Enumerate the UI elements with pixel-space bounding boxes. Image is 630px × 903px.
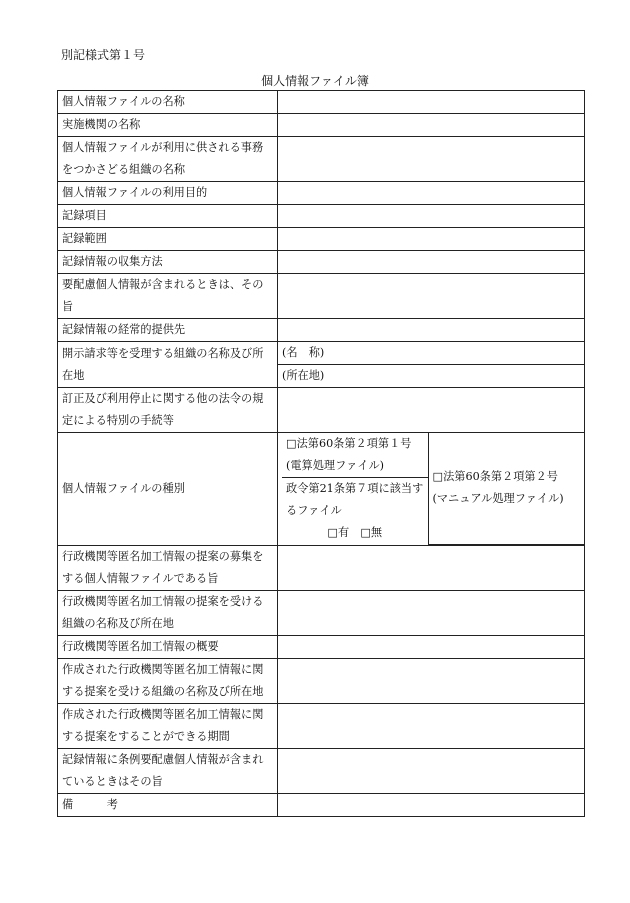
table-row <box>58 545 585 590</box>
row-label: 記録項目 <box>58 205 278 228</box>
form-title: 個人情報ファイル簿 <box>261 74 369 88</box>
disclosure-name-field: (名 称) <box>278 342 585 365</box>
row-value <box>278 137 585 182</box>
row-value <box>278 545 585 590</box>
option-computer-checkbox[interactable]: □法第60条第２項第１号 <box>286 437 412 450</box>
table-row <box>58 748 585 793</box>
row-value <box>278 114 585 137</box>
table-row <box>58 274 585 319</box>
row-label: 作成された行政機関等匿名加工情報に関する提案を受ける組織の名称及び所在地 <box>58 658 278 703</box>
file-type-label: 個人情報ファイルの種別 <box>58 433 278 546</box>
file-type-row <box>58 433 585 546</box>
row-label: 個人情報ファイルが利用に供される事務をつかさどる組織の名称 <box>58 137 278 182</box>
row-value <box>278 703 585 748</box>
cabinet-order-cell <box>282 478 428 545</box>
row-value <box>278 748 585 793</box>
table-row <box>58 137 585 182</box>
disclosure-label: 開示請求等を受理する組織の名称及び所在地 <box>58 342 278 388</box>
row-label: 作成された行政機関等匿名加工情報に関する提案をすることができる期間 <box>58 703 278 748</box>
table-row <box>58 388 585 433</box>
disclosure-address-field: (所在地) <box>278 365 585 388</box>
table-row <box>58 205 585 228</box>
table-row <box>58 635 585 658</box>
row-value <box>278 228 585 251</box>
yes-no-checkboxes[interactable]: □有 □無 <box>327 526 383 539</box>
remarks-row <box>58 793 585 816</box>
row-label: 実施機関の名称 <box>58 114 278 137</box>
row-label: 記録情報に条例要配慮個人情報が含まれているときはその旨 <box>58 748 278 793</box>
row-label: 行政機関等匿名加工情報の提案を受ける組織の名称及び所在地 <box>58 590 278 635</box>
table-row <box>58 114 585 137</box>
remarks-label: 備 考 <box>58 793 278 816</box>
row-value <box>278 635 585 658</box>
table-row <box>58 91 585 114</box>
table-row <box>58 590 585 635</box>
disclosure-name-row <box>58 342 585 365</box>
row-label: 要配慮個人情報が含まれるときは、その旨 <box>58 274 278 319</box>
table-row <box>58 703 585 748</box>
file-type-options <box>278 433 585 546</box>
table-row <box>58 251 585 274</box>
ledger-table <box>57 90 585 817</box>
option-computer-note: (電算処理ファイル) <box>286 459 385 472</box>
row-label: 個人情報ファイルの利用目的 <box>58 182 278 205</box>
correction-label: 訂正及び利用停止に関する他の法令の規定による特別の手続等 <box>58 388 278 433</box>
option-manual-checkbox[interactable]: □法第60条第２項第２号 <box>432 470 558 484</box>
row-label: 行政機関等匿名加工情報の概要 <box>58 635 278 658</box>
row-label: 個人情報ファイルの名称 <box>58 91 278 114</box>
file-type-grid <box>282 433 585 545</box>
row-value <box>278 91 585 114</box>
table-row <box>58 658 585 703</box>
row-value <box>278 319 585 342</box>
option-manual-file <box>428 433 585 544</box>
form-number: 別記様式第１号 <box>61 48 146 62</box>
row-value <box>278 251 585 274</box>
correction-value <box>278 388 585 433</box>
row-value <box>278 182 585 205</box>
table-row <box>58 319 585 342</box>
option-manual-note: (マニュアル処理ファイル) <box>432 492 564 506</box>
table-row <box>58 228 585 251</box>
row-value <box>278 274 585 319</box>
row-value <box>278 590 585 635</box>
row-label: 記録情報の経常的提供先 <box>58 319 278 342</box>
row-label: 行政機関等匿名加工情報の提案の募集をする個人情報ファイルである旨 <box>58 545 278 590</box>
row-label: 記録情報の収集方法 <box>58 251 278 274</box>
row-value <box>278 205 585 228</box>
remarks-value <box>278 793 585 816</box>
row-label: 記録範囲 <box>58 228 278 251</box>
table-row <box>58 182 585 205</box>
row-value <box>278 658 585 703</box>
cabinet-order-text: 政令第21条第７項に該当するファイル <box>286 482 424 517</box>
option-computer-file <box>282 433 428 478</box>
